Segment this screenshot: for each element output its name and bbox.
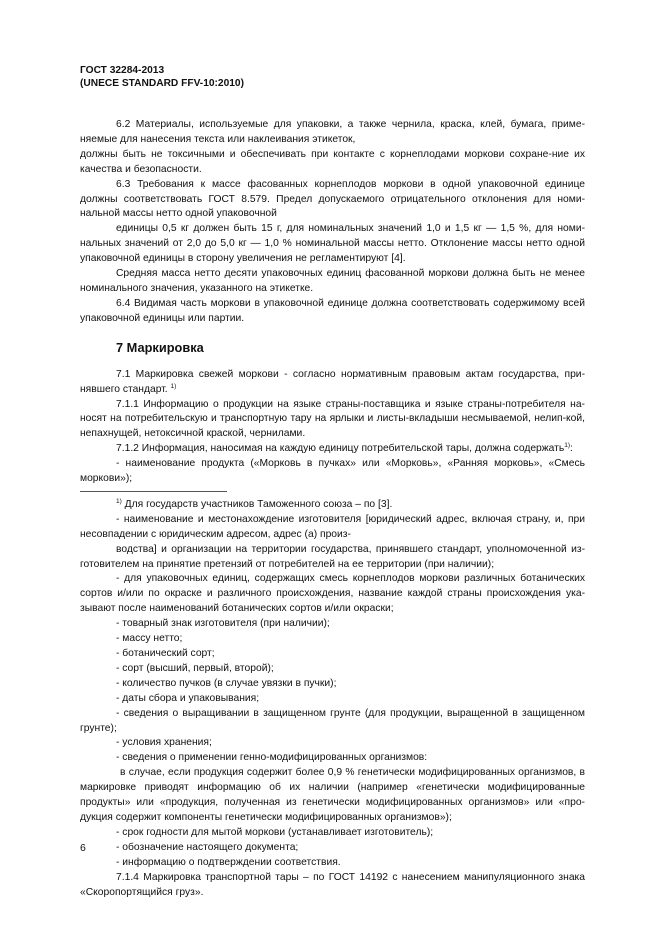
list-item-mix: - для упаковочных единиц, содержащих смесь корнеплодов моркови различных ботанических сортов и/или по окраске и различного происхождения, название каждой страны происхождения ука-зывают после наименований ботанических сортов и/или окраски; <box>80 573 585 615</box>
page-content <box>80 118 585 900</box>
list-item-grade: - сорт (высший, первый, второй); <box>116 662 274 674</box>
paragraph-6-2: 6.2 Материалы, используемые для упаковки, а также чернила, краска, клей, бумага, приме-няемые для нанесения текста или наклеивания этикеток, <box>80 119 585 145</box>
list-item-trademark: - товарный знак изготовителя (при наличии); <box>116 618 330 630</box>
footnote-ref: 1) <box>170 382 177 390</box>
footnote-text: Для государств участников Таможенного союза – по [3]. <box>124 498 393 510</box>
list-item-dates: - даты сбора и упаковывания; <box>116 692 260 704</box>
list-item-maker-cont: водства] и организации на территории государства, принявшего стандарт, уполномоченной из-готовителем на принятие претензий от потребителей на ее территории (при наличии); <box>80 543 585 570</box>
footnote <box>80 498 585 513</box>
unece-reference: (UNECE STANDARD FFV-10:2010) <box>80 78 244 89</box>
list-item-name: - наименование продукта («Морковь в пучках» или «Морковь», «Ранняя морковь», «Смесь моркови»); <box>80 458 585 485</box>
list-item-maker: - наименование и местонахождение изготовителя [юридический адрес, включая страну, и, при несовпадении с юридическим адресом, адрес (а) произ- <box>80 513 585 540</box>
paragraph-7-1-2 <box>80 442 585 457</box>
paragraph-6-3-cont: единицы 0,5 кг должен быть 15 г, для номинальных значений 1,0 и 1,5 кг — 1,5 %, для номи-нальных значений от 2,0 до 5,0 кг — 1,0 % номинальной массы нетто. Отклонение массы нетто одной упаковочной единицы в сторону увеличения не регламентируют [4]. <box>80 223 585 265</box>
paragraph-6-2-cont: должны быть не токсичными и обеспечивать при контакте с корнеплодами моркови сохране-ние их качества и безопасности. <box>80 148 585 175</box>
section-title: 7 Маркировка <box>116 339 204 355</box>
list-item-variety: - ботанический сорт; <box>116 648 215 659</box>
list-item-greenhouse: - сведения о выращивании в защищенном грунте (для продукции, выращенной в защищенном грунте); <box>80 707 585 734</box>
list-item-mass: - массу нетто; <box>116 633 183 645</box>
paragraph-7-1-text: 7.1 Маркировка свежей моркови - согласно нормативным правовым актам государства, при-нявшего стандарт. <box>80 368 585 395</box>
list-item-gmo: - сведения о применении генно-модифицированных организмов: <box>116 752 428 764</box>
list-item-shelf-life: - срок годности для мытой моркови (устанавливает изготовитель); <box>116 826 434 838</box>
footnote-mark: 1) <box>116 497 122 505</box>
paragraph-7-1-2-colon: : <box>570 443 573 455</box>
page-header <box>80 64 244 90</box>
list-item-conformity: - информацию о подтверждении соответствия. <box>116 856 341 868</box>
footnote-divider <box>80 491 227 492</box>
standard-code: ГОСТ 32284-2013 <box>80 65 165 76</box>
paragraph-7-1-2-text: 7.1.2 Информация, наносимая на каждую единицу потребительской тары, должна содержать <box>116 443 565 455</box>
paragraph-7-1-1: 7.1.1 Информацию о продукции на языке страны-поставщика и языке страны-потребителя на-носят на потребительскую и транспортную тару на ярлыки и листы-вкладыши несмываемой, нелип-кой, непахнущей, нетоксичной краской, чернилами. <box>80 398 585 440</box>
paragraph-7-1 <box>80 368 585 398</box>
paragraph-6-4: 6.4 Видимая часть моркови в упаковочной единице должна соответствовать содержимому всей упаковочной единицы или партии. <box>80 297 585 324</box>
list-item-bunches: - количество пучков (в случае увязки в пучки); <box>116 677 337 689</box>
page-number: 6 <box>80 842 86 854</box>
paragraph-6-3: 6.3 Требования к массе фасованных корнеплодов моркови в одной упаковочной единице должны соответствовать ГОСТ 8.579. Предел допускаемого отрицательного отклонения для номи-нальной массы нетто одной упаковочной <box>80 178 585 220</box>
list-item-gmo-detail: в случае, если продукция содержит более 0,9 % генетически модифицированных организмов, в маркировке приводят информацию об их наличии (например «генетически модифицированные продукты» или «продукция, полученная из генетически модифицированных организмов» или «про-дукция содержит компоненты генетически модифицированных организмов»); <box>80 767 585 823</box>
footnote-ref: 1) <box>564 442 571 450</box>
paragraph-6-3-mean: Средняя масса нетто десяти упаковочных единиц фасованной моркови должна быть не менее номинального значения, указанного на этикетке. <box>80 268 585 294</box>
paragraph-7-1-4: 7.1.4 Маркировка транспортной тары – по ГОСТ 14192 с нанесением манипуляционного знака «Скоропортящийся груз». <box>80 871 585 898</box>
list-item-document: - обозначение настоящего документа; <box>116 841 299 853</box>
list-item-storage: - условия хранения; <box>116 737 212 749</box>
